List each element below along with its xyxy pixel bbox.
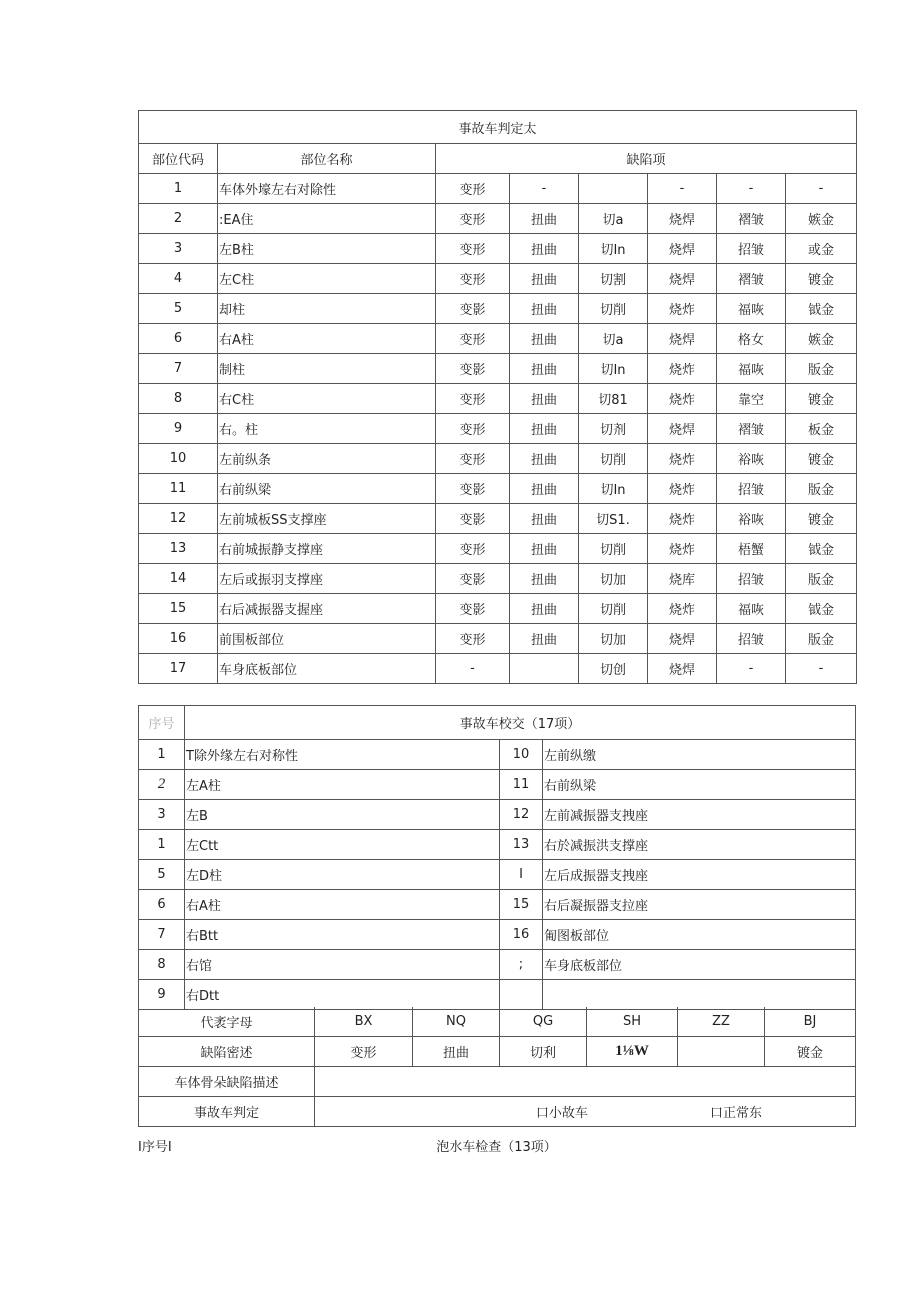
table-row — [139, 354, 857, 384]
defect-cell: 板金 — [786, 414, 857, 444]
defect-cell: 变形 — [436, 204, 510, 234]
defect-cell: 版金 — [786, 474, 857, 504]
defect-cell: - — [436, 654, 510, 684]
table-row — [139, 740, 856, 770]
part-name: 右於减振洪支撑座 — [543, 830, 856, 860]
part-name: 左后或振羽支撑座 — [218, 564, 436, 594]
defect-cell: 切In — [579, 354, 648, 384]
defect-cell: 扭曲 — [510, 384, 579, 414]
defect-cell: 烧炸 — [648, 444, 717, 474]
defect-cell: 嫉金 — [786, 324, 857, 354]
defect-cell: 切a — [579, 324, 648, 354]
table-row — [139, 384, 857, 414]
part-name: 左前城板SS支撑座 — [218, 504, 436, 534]
defect-cell: 切In — [579, 234, 648, 264]
defect-cell: 版金 — [786, 624, 857, 654]
defect-cell: 扭曲 — [510, 534, 579, 564]
part-code: 9 — [139, 414, 218, 444]
defect-cell: 烧炸 — [648, 504, 717, 534]
part-name: :EA住 — [218, 204, 436, 234]
part-name: 右A柱 — [218, 324, 436, 354]
part-code: 12 — [139, 504, 218, 534]
part-name: 车体外壕左右对除性 — [218, 174, 436, 204]
defect-cell: 变影 — [436, 474, 510, 504]
defect-cell: - — [717, 174, 786, 204]
defect-cell: 褶皱 — [717, 264, 786, 294]
part-name: 匍图板部位 — [543, 920, 856, 950]
part-name: 右A柱 — [185, 890, 500, 920]
header-name: 部位名称 — [218, 144, 436, 174]
defect-cell: 裕咴 — [717, 504, 786, 534]
defect-cell: 扭曲 — [510, 564, 579, 594]
part-code: 8 — [139, 384, 218, 414]
defect-cell: - — [786, 174, 857, 204]
defect-cell: 扭曲 — [510, 324, 579, 354]
part-name: 右C柱 — [218, 384, 436, 414]
desc-label: 缺陷密述 — [139, 1037, 315, 1067]
defect-cell: 烧库 — [648, 564, 717, 594]
seq-number: 1 — [139, 740, 185, 770]
part-name: 左D柱 — [185, 860, 500, 890]
defect-cell: 烧炸 — [648, 294, 717, 324]
table-row — [139, 294, 857, 324]
defect-cell: 褶皱 — [717, 414, 786, 444]
defect-cell: 扭曲 — [510, 204, 579, 234]
defect-cell: 切削 — [579, 294, 648, 324]
flood-car-section-header — [138, 1136, 855, 1156]
defect-cell: 变形 — [436, 324, 510, 354]
code-cell: BX — [315, 1007, 413, 1037]
defect-cell: 烧焊 — [648, 414, 717, 444]
defect-cell: 切削 — [579, 594, 648, 624]
defect-cell: 切81 — [579, 384, 648, 414]
header-code: 部位代码 — [139, 144, 218, 174]
seq-number: 3 — [139, 800, 185, 830]
table-row — [139, 534, 857, 564]
defect-cell: 招皱 — [717, 564, 786, 594]
desc-cell: 镀金 — [765, 1037, 856, 1067]
part-name — [543, 980, 856, 1010]
part-name: 右前城振静支撑座 — [218, 534, 436, 564]
part-name: 右Btt — [185, 920, 500, 950]
seq-number: 13 — [500, 830, 543, 860]
defect-cell: 切In — [579, 474, 648, 504]
defect-cell: 切加 — [579, 624, 648, 654]
defect-cell: 钺金 — [786, 534, 857, 564]
defect-cell: 变形 — [436, 174, 510, 204]
desc-cell: 扭曲 — [413, 1037, 500, 1067]
defect-cell: 烧焊 — [648, 624, 717, 654]
table-row — [139, 174, 857, 204]
part-name: 右后减振器支握座 — [218, 594, 436, 624]
defect-cell: 切削 — [579, 444, 648, 474]
defect-cell: 烧炸 — [648, 474, 717, 504]
part-name: 左Ctt — [185, 830, 500, 860]
seq-number: I — [500, 860, 543, 890]
part-code: 7 — [139, 354, 218, 384]
part-code: 5 — [139, 294, 218, 324]
part-name: 右前纵梁 — [218, 474, 436, 504]
option-normal[interactable]: 口正常东 — [710, 1106, 763, 1121]
part-name: 左B柱 — [218, 234, 436, 264]
header-defect: 缺陷项 — [436, 144, 857, 174]
code-label: 代袤字母 — [139, 1007, 315, 1037]
seq-number: 5 — [139, 860, 185, 890]
defect-cell: 镀金 — [786, 384, 857, 414]
part-name: 右。柱 — [218, 414, 436, 444]
part-name: T除外缘左右对称性 — [185, 740, 500, 770]
defect-cell: 福咴 — [717, 354, 786, 384]
judge-label: 事故车判定 — [139, 1097, 315, 1127]
part-name: 车身底板部位 — [218, 654, 436, 684]
part-name: 右馆 — [185, 950, 500, 980]
accident-check-table — [138, 705, 856, 1010]
defect-cell: 变形 — [436, 264, 510, 294]
table-row — [139, 950, 856, 980]
defect-cell: 变形 — [436, 384, 510, 414]
defect-cell: 扭曲 — [510, 624, 579, 654]
defect-cell: 变形 — [436, 234, 510, 264]
part-code: 10 — [139, 444, 218, 474]
part-name: 左后成振器支拽座 — [543, 860, 856, 890]
part-name: 却柱 — [218, 294, 436, 324]
part-code: 4 — [139, 264, 218, 294]
seq-number: 9 — [139, 980, 185, 1010]
part-code: 14 — [139, 564, 218, 594]
defect-cell: 或金 — [786, 234, 857, 264]
defect-cell: - — [648, 174, 717, 204]
defect-cell: 扭曲 — [510, 354, 579, 384]
code-cell: BJ — [765, 1007, 856, 1037]
table-row — [139, 800, 856, 830]
defect-cell: 扭曲 — [510, 594, 579, 624]
part-name: 左B — [185, 800, 500, 830]
table-row — [139, 204, 857, 234]
part-name: 左前减振器支拽座 — [543, 800, 856, 830]
part-code: 2 — [139, 204, 218, 234]
defect-cell: 裕咴 — [717, 444, 786, 474]
desc-cell: 切利 — [500, 1037, 587, 1067]
defect-cell: 切S1. — [579, 504, 648, 534]
defect-cell: 褶皱 — [717, 204, 786, 234]
part-code: 17 — [139, 654, 218, 684]
seq-header: 序号 — [139, 706, 185, 740]
table-row — [139, 654, 857, 684]
table-row — [139, 594, 857, 624]
seq-number: 8 — [139, 950, 185, 980]
defect-cell: 钺金 — [786, 594, 857, 624]
code-cell: QG — [500, 1007, 587, 1037]
footer-title: 泡水车检查（13项） — [436, 1140, 557, 1155]
seq-number: 15 — [500, 890, 543, 920]
part-name: 左A柱 — [185, 770, 500, 800]
defect-cell: 变影 — [436, 294, 510, 324]
defect-cell: 变影 — [436, 354, 510, 384]
table-row — [139, 564, 857, 594]
table-row — [139, 624, 857, 654]
part-name: 右后凝振器支拉座 — [543, 890, 856, 920]
accident-judgment-table — [138, 110, 857, 684]
table-row — [139, 770, 856, 800]
defect-cell: 招皱 — [717, 474, 786, 504]
desc-cell — [678, 1037, 765, 1067]
table-row — [139, 474, 857, 504]
desc-cell: 变形 — [315, 1037, 413, 1067]
table-row — [139, 444, 857, 474]
defect-cell: 镀金 — [786, 264, 857, 294]
defect-cell: 扭曲 — [510, 294, 579, 324]
code-cell: ZZ — [678, 1007, 765, 1037]
defect-cell: 扭曲 — [510, 264, 579, 294]
table-row — [139, 234, 857, 264]
seq-number: 16 — [500, 920, 543, 950]
judge-options — [315, 1097, 856, 1127]
seq-number — [500, 980, 543, 1010]
defect-cell: 变影 — [436, 564, 510, 594]
part-code: 15 — [139, 594, 218, 624]
defect-cell: 切剂 — [579, 414, 648, 444]
seq-number: 7 — [139, 920, 185, 950]
defect-cell: 切创 — [579, 654, 648, 684]
part-name: 右Dtt — [185, 980, 500, 1010]
part-code: 13 — [139, 534, 218, 564]
defect-cell: 切a — [579, 204, 648, 234]
seq-number: 12 — [500, 800, 543, 830]
seq-number: 1 — [139, 830, 185, 860]
defect-cell: 变形 — [436, 534, 510, 564]
defect-cell — [510, 654, 579, 684]
defect-cell: 版金 — [786, 564, 857, 594]
part-name: 左前纵条 — [218, 444, 436, 474]
table2-title: 事故车校交（17项） — [185, 706, 856, 740]
defect-cell: 扭曲 — [510, 414, 579, 444]
option-minor-accident[interactable]: 口小故车 — [535, 1106, 588, 1121]
defect-cell: 变形 — [436, 444, 510, 474]
defect-cell: 切加 — [579, 564, 648, 594]
defect-cell: 烧焊 — [648, 204, 717, 234]
defect-cell: 烧焊 — [648, 324, 717, 354]
table1-title: 事故车判定太 — [139, 111, 857, 144]
defect-cell: 钺金 — [786, 294, 857, 324]
defect-cell: 烧焊 — [648, 654, 717, 684]
part-code: 1 — [139, 174, 218, 204]
table-row — [139, 830, 856, 860]
part-name: 左C柱 — [218, 264, 436, 294]
defect-cell: 靠空 — [717, 384, 786, 414]
defect-cell: - — [510, 174, 579, 204]
seq-number: 2 — [139, 770, 185, 800]
defect-cell: 格女 — [717, 324, 786, 354]
footer-seq: I序号I — [138, 1140, 172, 1155]
defect-cell: 变形 — [436, 624, 510, 654]
part-name: 右前纵梁 — [543, 770, 856, 800]
defect-code-table — [138, 1007, 856, 1127]
defect-cell: 烧炸 — [648, 534, 717, 564]
defect-cell: 福咴 — [717, 594, 786, 624]
defect-cell: 切割 — [579, 264, 648, 294]
defect-cell: 变影 — [436, 594, 510, 624]
seq-number: 11 — [500, 770, 543, 800]
defect-cell: 版金 — [786, 354, 857, 384]
part-code: 11 — [139, 474, 218, 504]
code-cell: SH — [587, 1007, 678, 1037]
seq-number: 10 — [500, 740, 543, 770]
part-code: 16 — [139, 624, 218, 654]
skeleton-value[interactable] — [315, 1067, 856, 1097]
table-row — [139, 264, 857, 294]
part-code: 6 — [139, 324, 218, 354]
defect-cell: 镀金 — [786, 504, 857, 534]
defect-cell: 扭曲 — [510, 504, 579, 534]
desc-cell: 1⅛W — [587, 1037, 678, 1067]
part-code: 3 — [139, 234, 218, 264]
defect-cell: 切削 — [579, 534, 648, 564]
table-row — [139, 504, 857, 534]
defect-cell: 扭曲 — [510, 444, 579, 474]
defect-cell: 扭曲 — [510, 474, 579, 504]
defect-cell: 招皱 — [717, 234, 786, 264]
defect-cell: 烧焊 — [648, 264, 717, 294]
defect-cell: 烧炸 — [648, 384, 717, 414]
defect-cell: - — [717, 654, 786, 684]
table-row — [139, 920, 856, 950]
part-name: 车身底板部位 — [543, 950, 856, 980]
defect-cell: 变形 — [436, 414, 510, 444]
defect-cell: 福咴 — [717, 294, 786, 324]
defect-cell: 招皱 — [717, 624, 786, 654]
table-row — [139, 324, 857, 354]
defect-cell: 烧炸 — [648, 354, 717, 384]
defect-cell: 镀金 — [786, 444, 857, 474]
defect-cell: 梧蟹 — [717, 534, 786, 564]
table-row — [139, 980, 856, 1010]
defect-cell: 嫉金 — [786, 204, 857, 234]
defect-cell: - — [786, 654, 857, 684]
part-name: 制柱 — [218, 354, 436, 384]
defect-cell — [579, 174, 648, 204]
table-row — [139, 860, 856, 890]
skeleton-label: 车体骨朵缺陷描述 — [139, 1067, 315, 1097]
seq-number: 6 — [139, 890, 185, 920]
part-name: 左前纵缴 — [543, 740, 856, 770]
defect-cell: 烧焊 — [648, 234, 717, 264]
part-name: 前围板部位 — [218, 624, 436, 654]
defect-cell: 变影 — [436, 504, 510, 534]
code-cell: NQ — [413, 1007, 500, 1037]
table-row — [139, 890, 856, 920]
seq-number: ; — [500, 950, 543, 980]
defect-cell: 烧炸 — [648, 594, 717, 624]
defect-cell: 扭曲 — [510, 234, 579, 264]
table-row — [139, 414, 857, 444]
